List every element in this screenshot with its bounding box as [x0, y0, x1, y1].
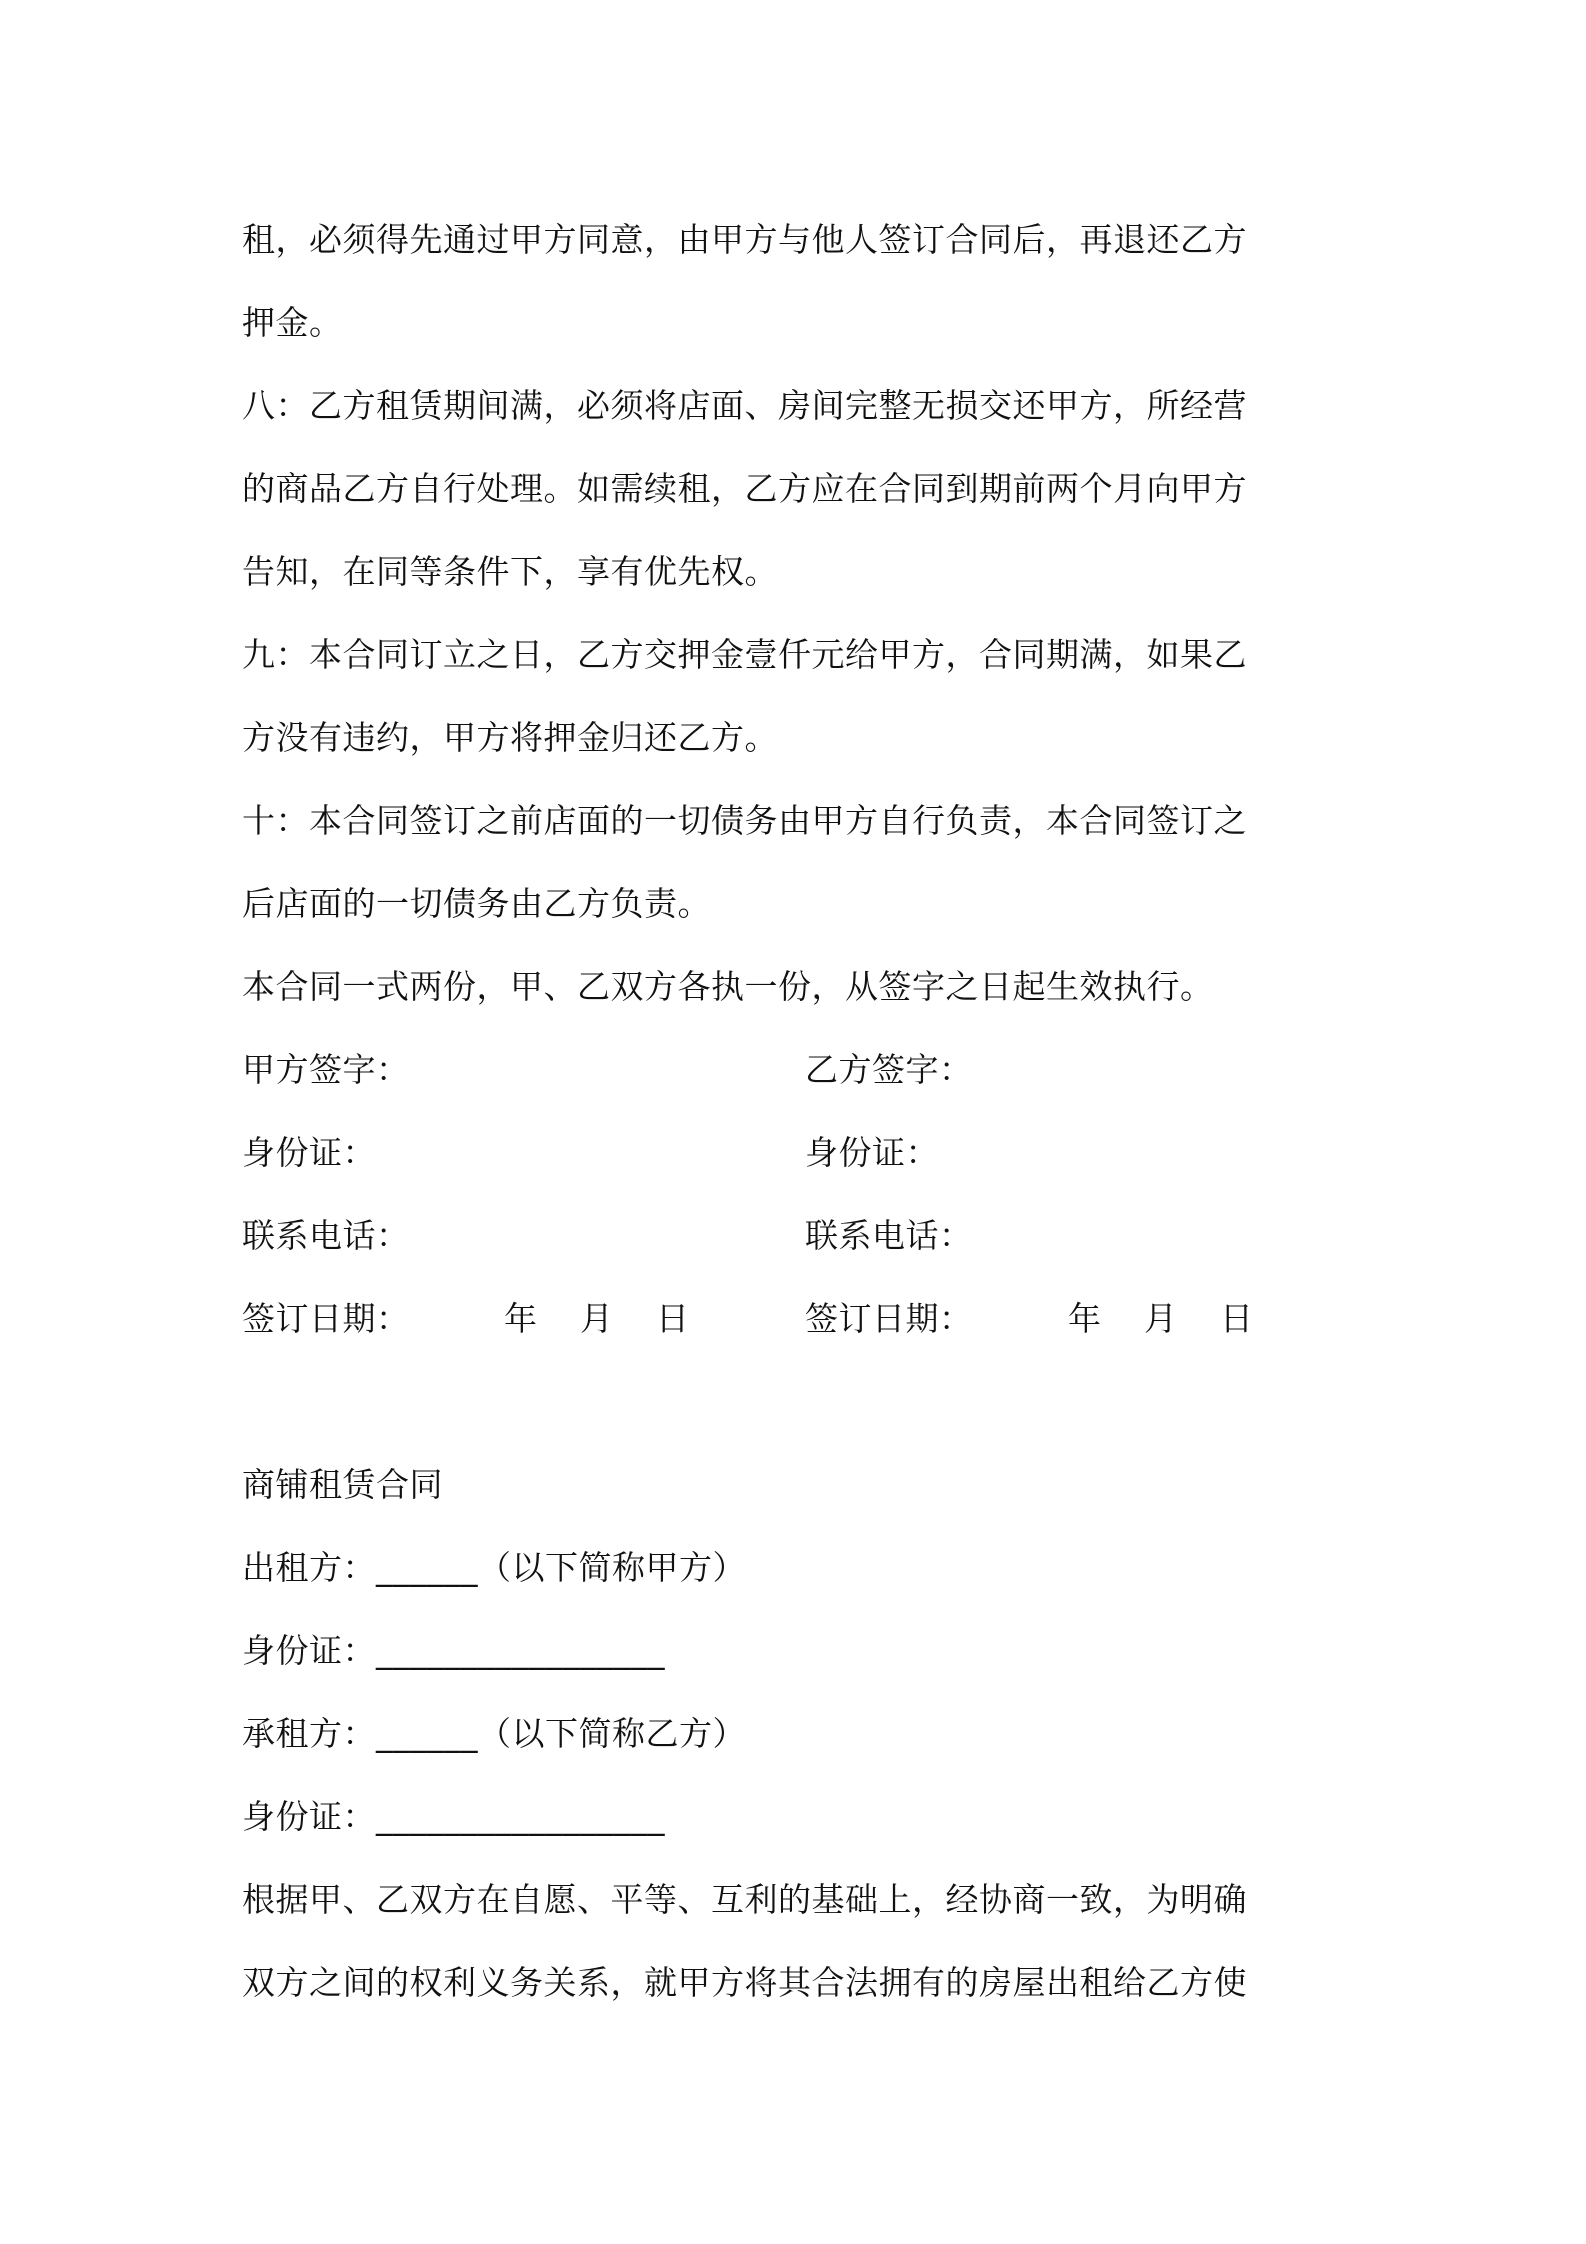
- party-a-id-label: 身份证：: [242, 1133, 376, 1172]
- signature-row: [242, 1028, 1352, 1111]
- party-a-date-label: 签订日期：: [242, 1299, 410, 1338]
- id-row: [242, 1111, 1352, 1194]
- party-b-phone-label: 联系电话：: [805, 1216, 973, 1255]
- clause-9-line: 方没有违约，甲方将押金归还乙方。: [242, 718, 778, 757]
- phone-row: [242, 1194, 1352, 1277]
- party-b-id-label: 身份证：: [805, 1133, 939, 1172]
- clause-10-line: 十：本合同签订之前店面的一切债务由甲方自行负责，本合同签订之: [242, 801, 1247, 840]
- party-b-month: 月: [1144, 1299, 1178, 1338]
- clause-9-line: 九：本合同订立之日，乙方交押金壹仟元给甲方，合同期满，如果乙: [242, 635, 1247, 674]
- intro-line: 根据甲、乙双方在自愿、平等、互利的基础上，经协商一致，为明确: [242, 1880, 1247, 1919]
- section-spacer: [242, 1360, 1352, 1443]
- party-a-year: 年: [504, 1299, 538, 1338]
- clause-10-line: 后店面的一切债务由乙方负责。: [242, 884, 711, 923]
- clause-8-line: 的商品乙方自行处理。如需续租，乙方应在合同到期前两个月向甲方: [242, 469, 1247, 508]
- clause-8-line: 八：乙方租赁期间满，必须将店面、房间完整无损交还甲方，所经营: [242, 386, 1247, 425]
- lessor-line: 出租方：______（以下简称甲方）: [242, 1548, 746, 1587]
- closing-statement: 本合同一式两份，甲、乙双方各执一份，从签字之日起生效执行。: [242, 967, 1214, 1006]
- lessee-line: 承租方：______（以下简称乙方）: [242, 1714, 746, 1753]
- party-b-day: 日: [1220, 1299, 1254, 1338]
- party-b-signature-label: 乙方签字：: [805, 1050, 973, 1089]
- party-b-year: 年: [1068, 1299, 1102, 1338]
- contract-title: 商铺租赁合同: [242, 1465, 443, 1504]
- party-a-day: 日: [656, 1299, 690, 1338]
- document-content: [242, 198, 1352, 2024]
- body-line: 租，必须得先通过甲方同意，由甲方与他人签订合同后，再退还乙方: [242, 220, 1247, 259]
- lessee-id-line: 身份证：_________________: [242, 1797, 665, 1836]
- party-a-signature-label: 甲方签字：: [242, 1050, 410, 1089]
- date-row: [242, 1277, 1352, 1360]
- clause-8-line: 告知，在同等条件下，享有优先权。: [242, 552, 778, 591]
- intro-line: 双方之间的权利义务关系，就甲方将其合法拥有的房屋出租给乙方使: [242, 1963, 1247, 2002]
- party-a-phone-label: 联系电话：: [242, 1216, 410, 1255]
- body-line: 押金。: [242, 303, 343, 342]
- party-a-month: 月: [580, 1299, 614, 1338]
- lessor-id-line: 身份证：_________________: [242, 1631, 665, 1670]
- party-b-date-label: 签订日期：: [805, 1299, 973, 1338]
